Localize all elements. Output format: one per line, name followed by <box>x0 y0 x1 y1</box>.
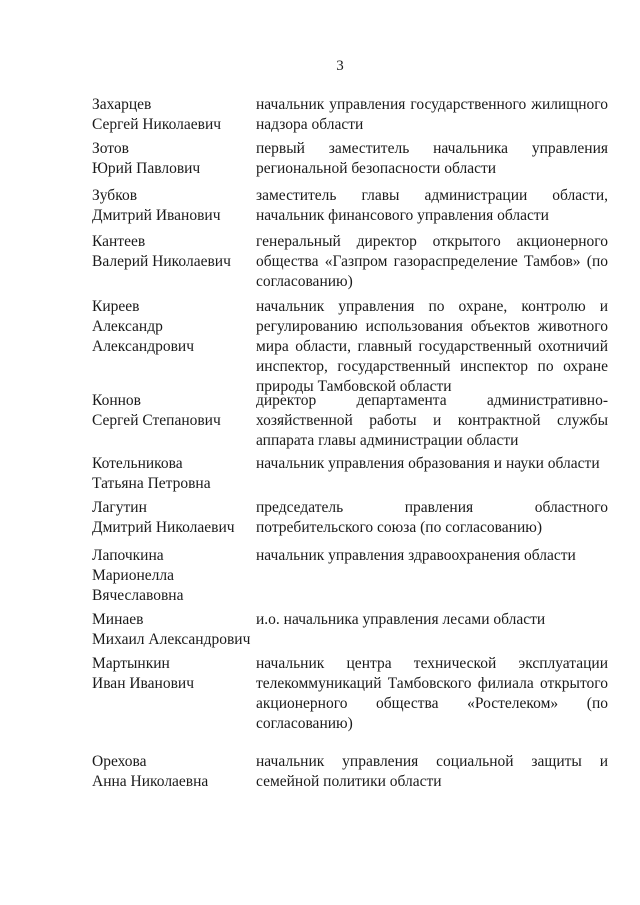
member-position: начальник управления образования и науки области <box>256 455 600 472</box>
first-name: Александр <box>92 318 163 335</box>
member-entry <box>92 454 608 494</box>
given-names: Дмитрий Николаевич <box>92 519 235 536</box>
member-name <box>92 654 256 734</box>
given-names: Татьяна Петровна <box>92 475 211 492</box>
patronymic: Александрович <box>92 338 194 355</box>
member-position: начальник центра технической эксплуатации телекоммуникаций Тамбовского филиала открытого акционерного общества «Ростелеком» (по согласованию) <box>256 655 608 732</box>
surname: Зотов <box>92 140 129 157</box>
page-number: 3 <box>336 58 344 74</box>
surname: Зубков <box>92 187 138 204</box>
member-entry <box>92 654 608 734</box>
member-entry <box>92 610 608 650</box>
member-name <box>92 752 256 792</box>
given-names: Юрий Павлович <box>92 160 201 177</box>
member-entry <box>92 498 608 538</box>
member-position: первый заместитель начальника управления региональной безопасности области <box>256 140 608 177</box>
member-position: и.о. начальника управления лесами области <box>256 611 546 628</box>
surname: Кантеев <box>92 233 146 250</box>
member-entry <box>92 186 608 226</box>
given-names: Иван Иванович <box>92 675 194 692</box>
member-name <box>92 232 256 292</box>
given-names: Сергей Степанович <box>92 412 221 429</box>
surname: Лапочкина <box>92 547 164 564</box>
member-name <box>92 546 256 606</box>
surname: Мартынкин <box>92 655 170 672</box>
member-name <box>92 186 256 226</box>
member-name <box>92 391 256 451</box>
member-name <box>92 139 256 179</box>
member-entry <box>92 95 608 135</box>
member-position: председатель правления областного потребительского союза (по согласованию) <box>256 499 608 536</box>
given-names: Михаил Александрович <box>92 631 251 648</box>
given-names: Дмитрий Иванович <box>92 207 221 224</box>
surname: Киреев <box>92 298 140 315</box>
member-name <box>92 297 256 397</box>
given-names: Анна Николаевна <box>92 773 209 790</box>
member-position: начальник управления государственного жилищного надзора области <box>256 96 608 133</box>
member-entry <box>92 139 608 179</box>
member-entry <box>92 391 608 451</box>
patronymic: Вячеславовна <box>92 587 184 604</box>
member-position: начальник управления по охране, контролю и регулированию использования объектов животного мира области, главный государственный охотничий инспектор, государственный инспектор по охране природы Тамбовской области <box>256 298 608 395</box>
surname: Минаев <box>92 611 144 628</box>
member-name <box>92 95 256 135</box>
given-names: Валерий Николаевич <box>92 253 231 270</box>
member-position: заместитель главы администрации области, начальник финансового управления области <box>256 187 608 224</box>
member-position: начальник управления здравоохранения области <box>256 547 576 564</box>
member-entry <box>92 752 608 792</box>
first-name: Марионелла <box>92 567 174 584</box>
surname: Лагутин <box>92 499 147 516</box>
member-position: начальник управления социальной защиты и семейной политики области <box>256 753 608 790</box>
member-entry <box>92 546 608 606</box>
member-position: генеральный директор открытого акционерного общества «Газпром газораспределение Тамбов» (по согласованию) <box>256 233 608 290</box>
given-names: Сергей Николаевич <box>92 116 222 133</box>
member-position: директор департамента административно-хозяйственной работы и контрактной службы аппарата главы администрации области <box>256 392 608 449</box>
surname: Котельникова <box>92 455 183 472</box>
surname: Коннов <box>92 392 141 409</box>
member-name <box>92 610 256 650</box>
surname: Орехова <box>92 753 147 770</box>
member-name <box>92 498 256 538</box>
member-entry <box>92 297 608 397</box>
member-name <box>92 454 256 494</box>
surname: Захарцев <box>92 96 152 113</box>
member-entry <box>92 232 608 292</box>
